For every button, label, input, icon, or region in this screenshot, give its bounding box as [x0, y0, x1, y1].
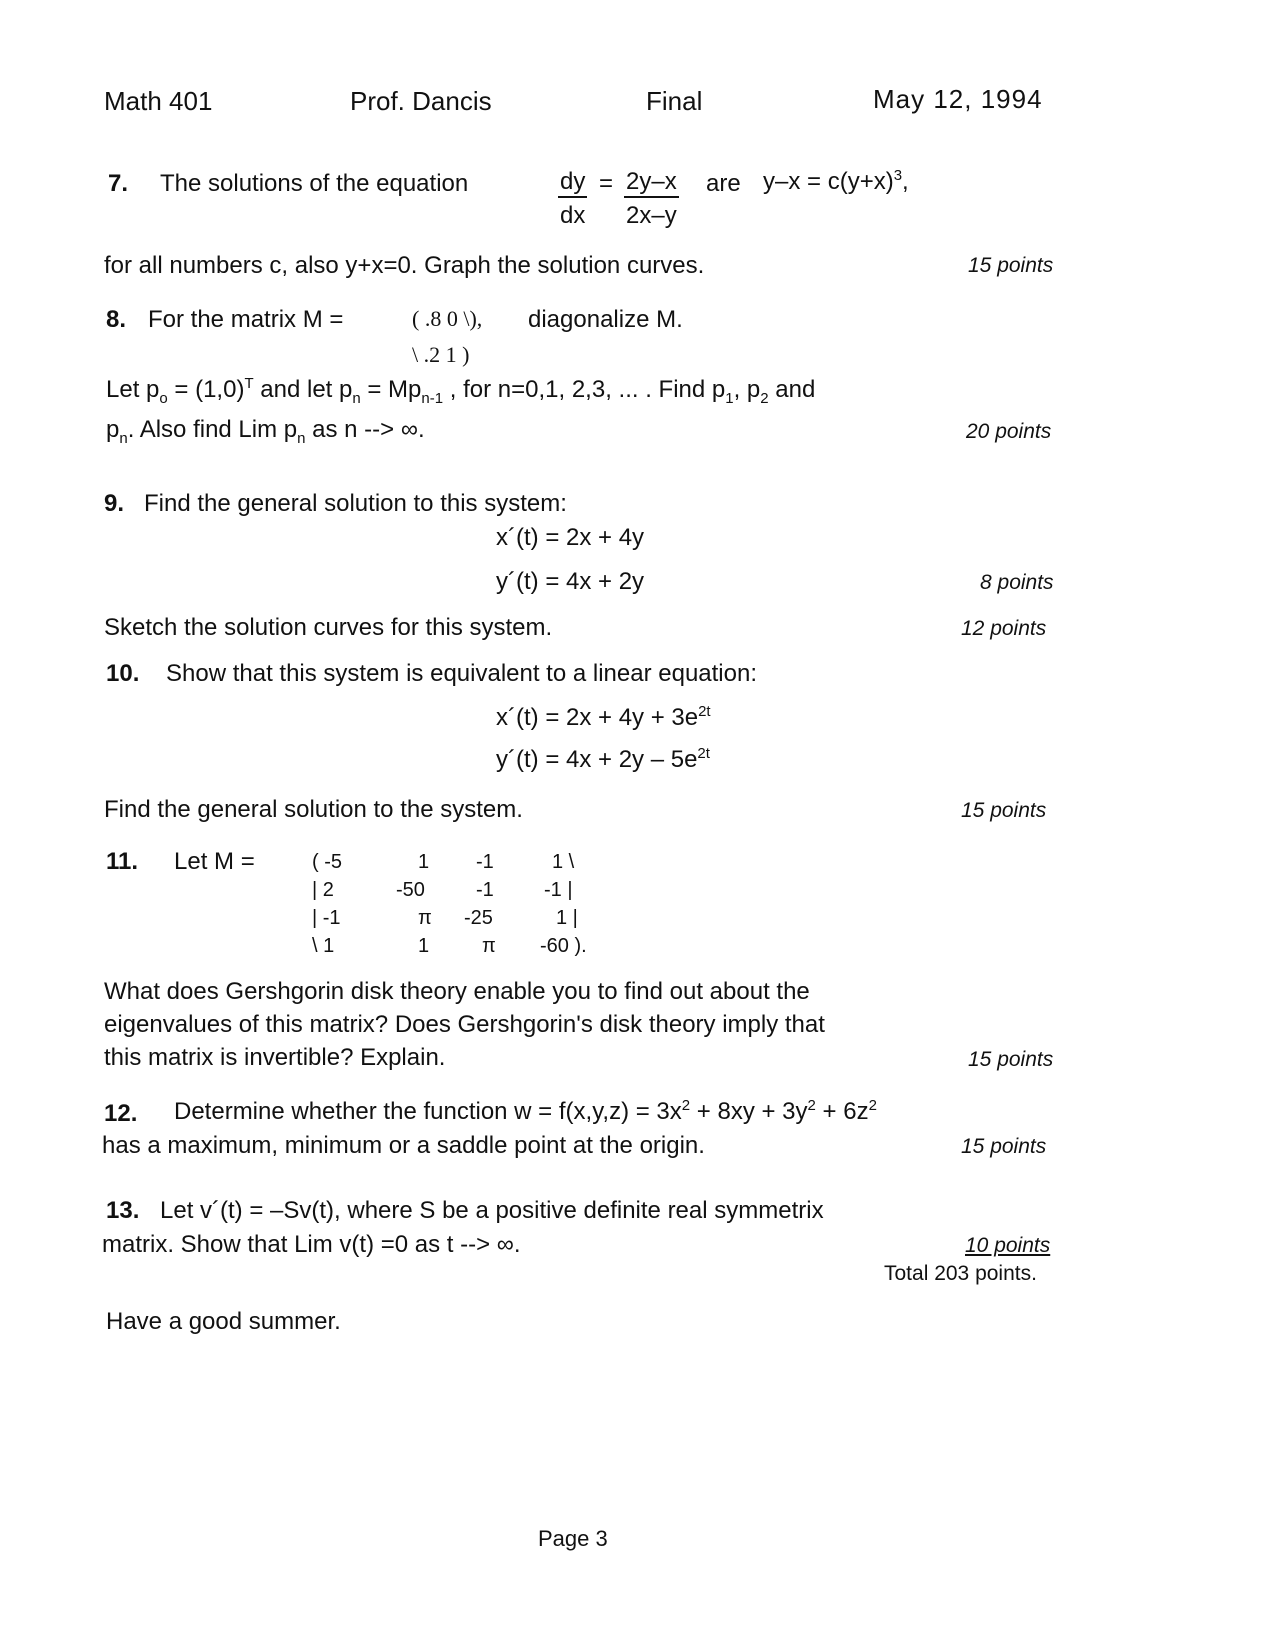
- text-segment: = Mp: [360, 376, 422, 403]
- formula-text: y–x = c(y+x): [763, 168, 894, 195]
- subscript: 1: [725, 389, 734, 407]
- matrix-cell: -1 |: [544, 879, 573, 901]
- text-segment: = (1,0): [167, 376, 245, 403]
- course-name: Math 401: [104, 86, 213, 116]
- points-label: 8 points: [980, 571, 1054, 594]
- matrix-cell: | -1: [312, 907, 341, 929]
- matrix-cell: -1: [476, 851, 494, 873]
- numerator: 2y–x: [624, 170, 679, 198]
- equation: y´(t) = 4x + 2y: [496, 568, 645, 595]
- text-segment: + 8xy + 3y: [690, 1098, 808, 1125]
- superscript: T: [244, 375, 254, 392]
- equation: [496, 703, 711, 731]
- matrix-cell: ( -5: [312, 851, 342, 873]
- question-number: 8.: [106, 306, 127, 333]
- question-number: 7.: [108, 170, 129, 197]
- question-text: Show that this system is equivalent to a linear equation:: [166, 660, 757, 687]
- matrix-cell: π: [482, 935, 496, 957]
- text-segment: and: [768, 376, 816, 403]
- exponent: 2t: [698, 703, 711, 720]
- points-label: 20 points: [966, 420, 1052, 443]
- question-text: matrix. Show that Lim v(t) =0 as t --> ∞.: [102, 1231, 521, 1258]
- denominator: 2x–y: [626, 202, 677, 229]
- equation-text: x´(t) = 2x + 4y + 3e: [496, 704, 699, 731]
- points-label: 10 points: [965, 1234, 1051, 1257]
- matrix-row: ( .8 0 \),: [412, 306, 483, 331]
- text-segment: p: [106, 416, 120, 443]
- fraction-dy-dx: [558, 170, 587, 228]
- exponent: 2t: [697, 745, 710, 762]
- matrix-cell: 1: [418, 851, 430, 873]
- text-segment: , p: [733, 376, 761, 403]
- page-number: Page 3: [538, 1526, 608, 1551]
- text-segment: as n --> ∞.: [305, 416, 425, 443]
- question-number: 13.: [106, 1197, 140, 1224]
- text-segment: Determine whether the function w = f(x,y,z) = 3x: [174, 1098, 682, 1125]
- equals-sign: =: [599, 170, 614, 197]
- question-number: 11.: [106, 848, 139, 875]
- exponent: 3: [893, 167, 903, 184]
- question-text: has a maximum, minimum or a saddle point at the origin.: [102, 1132, 705, 1159]
- question-text: [174, 1097, 877, 1125]
- question-text: for all numbers c, also y+x=0. Graph the solution curves.: [104, 252, 705, 279]
- exponent: 2: [681, 1097, 691, 1114]
- matrix-cell: -50: [396, 879, 425, 901]
- matrix-cell: π: [418, 907, 432, 929]
- equation-text: y´(t) = 4x + 2y – 5e: [496, 746, 698, 773]
- equation: x´(t) = 2x + 4y: [496, 524, 645, 551]
- matrix-cell: 1 |: [556, 907, 578, 929]
- question-text: Find the general solution to the system.: [104, 796, 523, 823]
- fraction-rhs: [624, 170, 679, 228]
- question-text: Let v´(t) = –Sv(t), where S be a positive definite real symmetrix: [160, 1197, 824, 1224]
- denominator: dx: [560, 202, 586, 229]
- question-text: For the matrix M =: [148, 306, 344, 333]
- exponent: 2: [807, 1097, 816, 1114]
- text-segment: Let p: [106, 376, 160, 403]
- question-text: [106, 416, 425, 447]
- text-segment: , for n=0,1, 2,3, ... . Find p: [443, 376, 726, 403]
- subscript: n-1: [421, 389, 444, 407]
- text-segment: and let p: [253, 376, 353, 403]
- equation: [496, 745, 710, 773]
- matrix-cell: -25: [464, 907, 493, 929]
- matrix-cell: -1: [476, 879, 494, 901]
- subscript: n: [297, 429, 306, 447]
- points-label: 15 points: [961, 1135, 1047, 1158]
- text-segment: + 6z: [815, 1098, 869, 1125]
- numerator: dy: [558, 170, 587, 198]
- question-text: Let M =: [174, 848, 255, 875]
- question-text: [106, 375, 816, 407]
- question-text: are: [706, 170, 741, 197]
- points-label: 15 points: [961, 799, 1047, 822]
- exam-date: May 12, 1994: [873, 84, 1043, 114]
- formula-text: ,: [902, 168, 909, 195]
- question-text: eigenvalues of this matrix? Does Gershgorin's disk theory imply that: [104, 1011, 825, 1038]
- subscript: 2: [760, 389, 769, 407]
- matrix-cell: 1: [418, 935, 430, 957]
- total-points: Total 203 points.: [884, 1262, 1037, 1285]
- points-label: 12 points: [961, 617, 1047, 640]
- question-text: Find the general solution to this system:: [144, 490, 567, 517]
- question-text: The solutions of the equation: [160, 170, 469, 197]
- question-number: 10.: [106, 660, 140, 687]
- solution-formula: [763, 167, 909, 195]
- matrix-cell: 1 \: [552, 851, 575, 873]
- text-segment: . Also find Lim p: [127, 416, 298, 443]
- matrix-cell: | 2: [312, 879, 334, 901]
- question-text: diagonalize M.: [528, 306, 683, 333]
- question-number: 9.: [104, 490, 125, 517]
- question-text: Sketch the solution curves for this system.: [104, 614, 553, 641]
- exam-title: Final: [646, 86, 703, 116]
- closing-remark: Have a good summer.: [106, 1308, 341, 1335]
- matrix-row: \ .2 1 ): [412, 342, 470, 367]
- subscript: n: [352, 389, 361, 407]
- matrix-cell: \ 1: [312, 935, 335, 957]
- exponent: 2: [868, 1097, 877, 1114]
- question-number: 12.: [104, 1100, 138, 1127]
- professor-name: Prof. Dancis: [350, 86, 492, 116]
- subscript: n: [119, 429, 128, 447]
- subscript: o: [159, 389, 168, 407]
- question-text: What does Gershgorin disk theory enable you to find out about the: [104, 978, 810, 1005]
- question-text: this matrix is invertible? Explain.: [104, 1044, 446, 1071]
- points-label: 15 points: [968, 254, 1054, 277]
- points-label: 15 points: [968, 1048, 1054, 1071]
- matrix-cell: -60 ).: [540, 935, 587, 957]
